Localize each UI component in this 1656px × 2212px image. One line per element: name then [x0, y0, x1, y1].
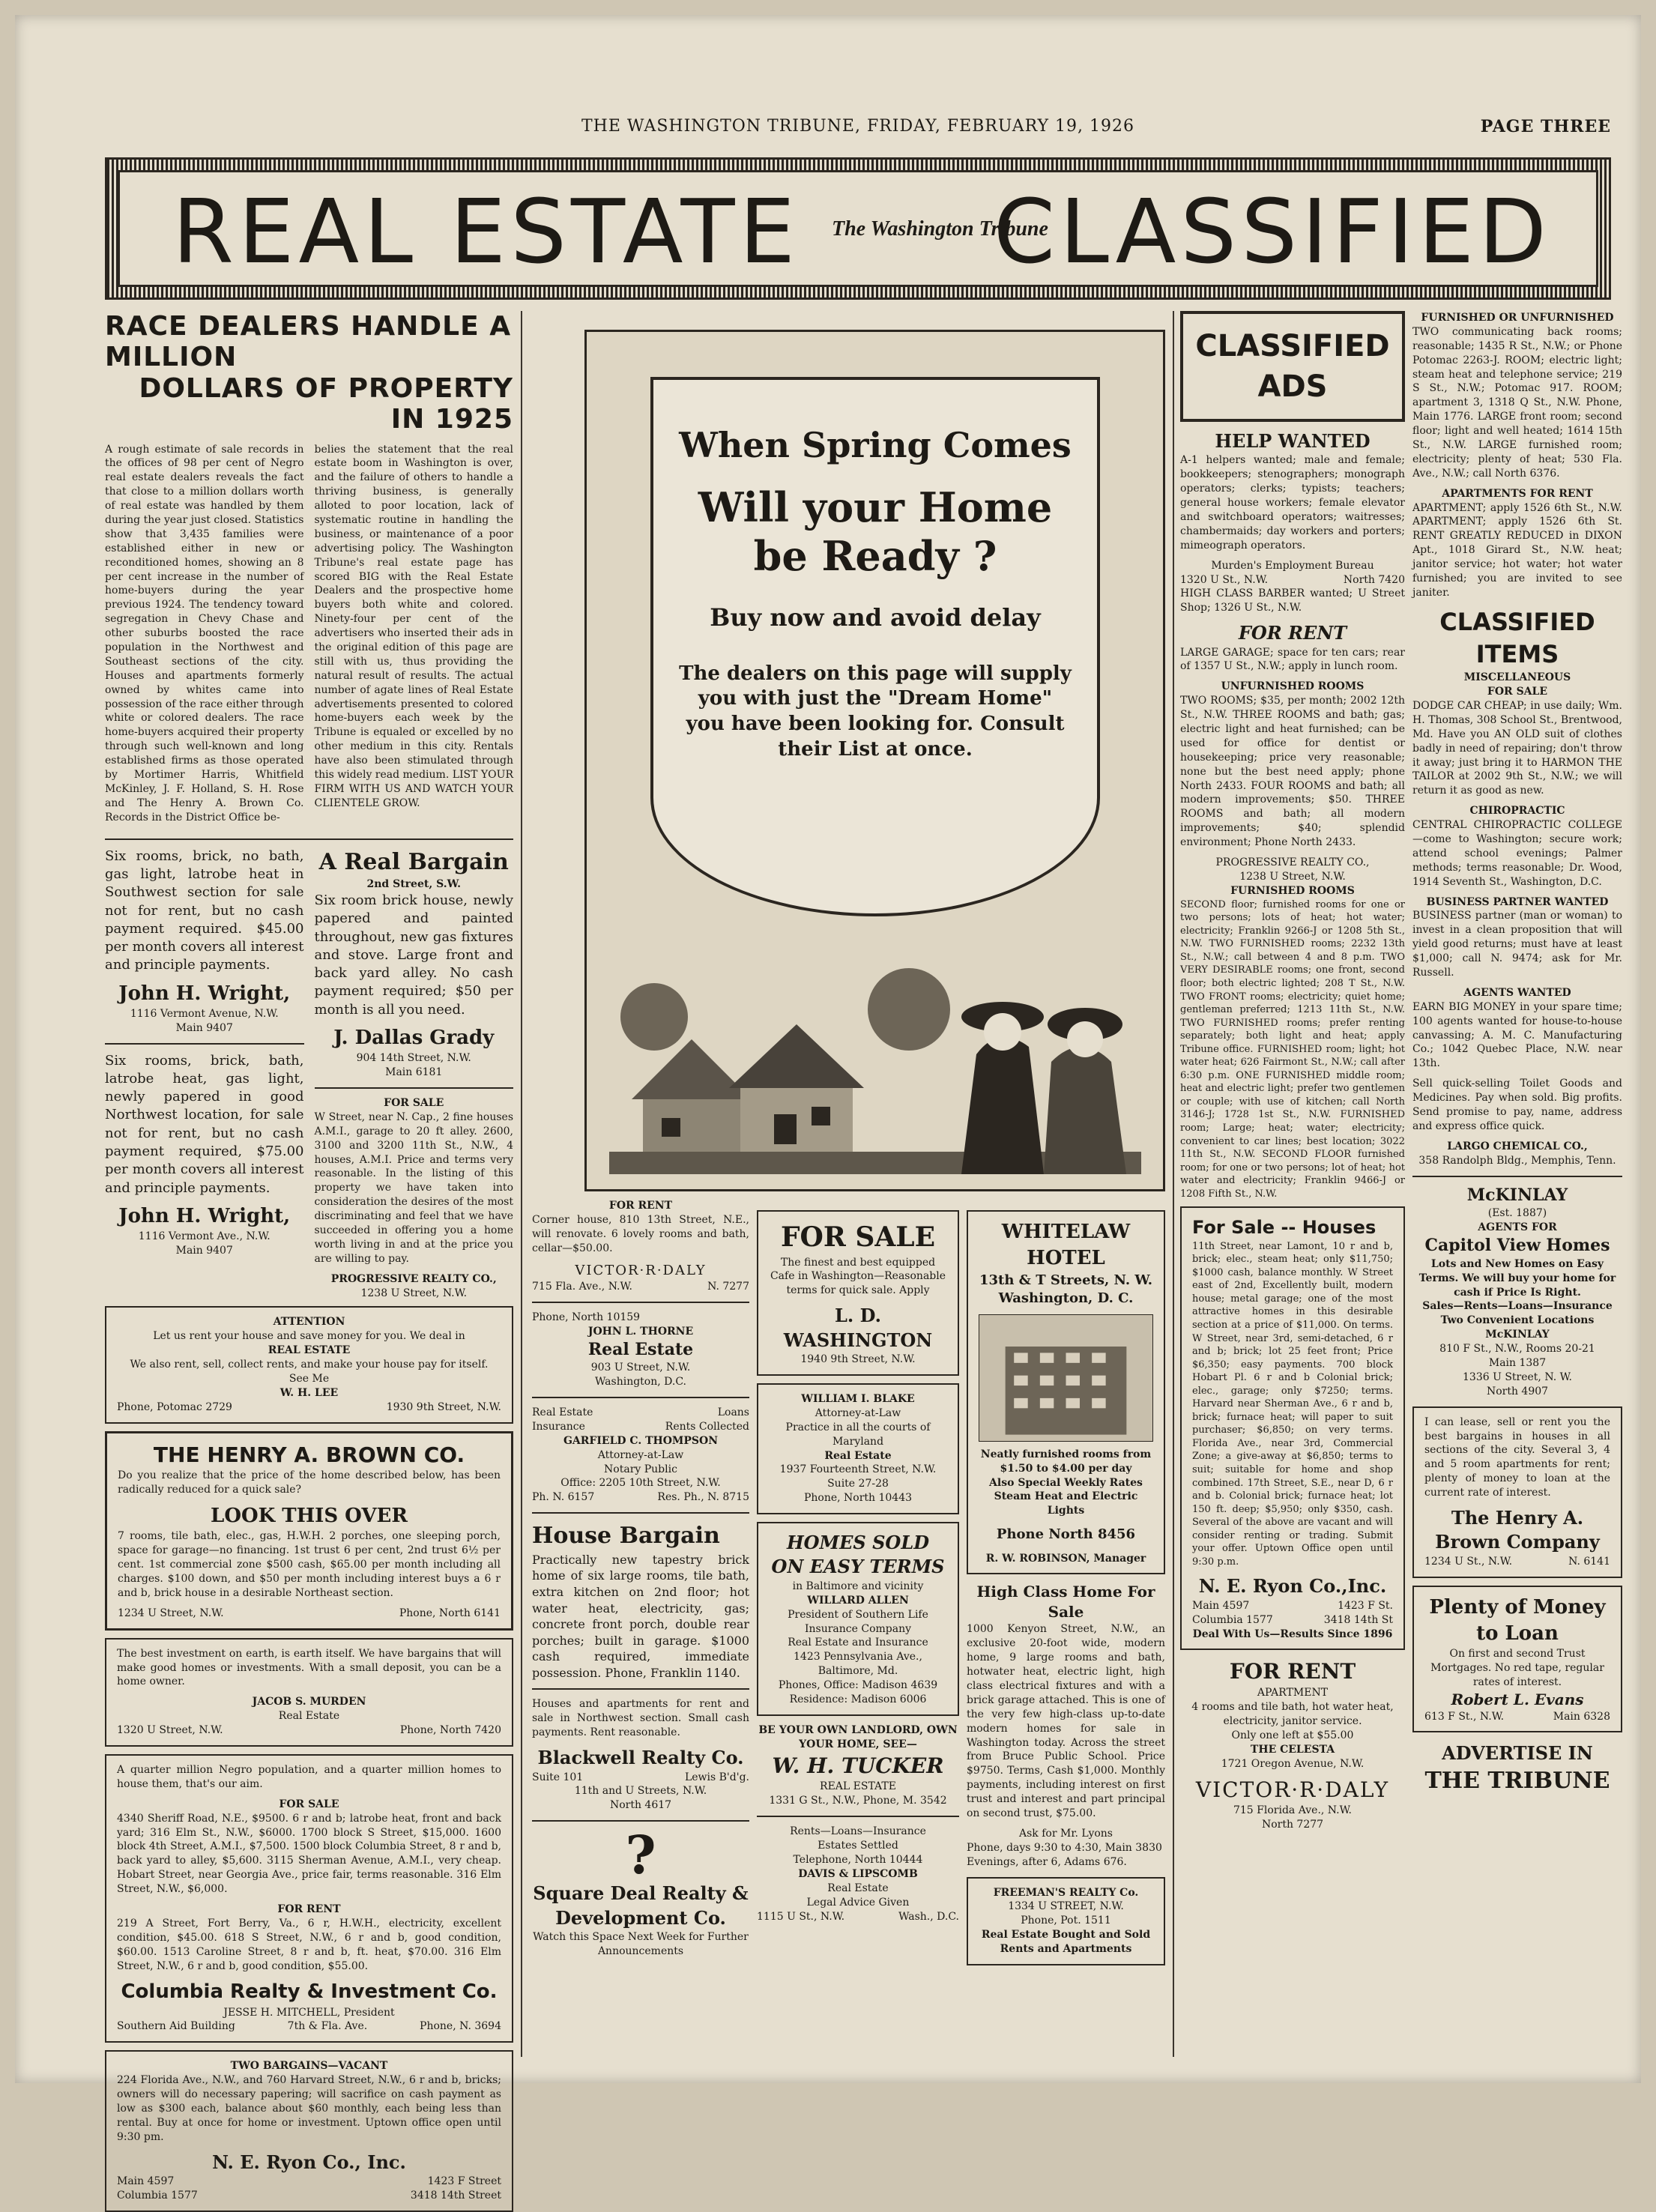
columbia-location: 7th & Fla. Ave. [287, 2020, 368, 2033]
furnished-heading: FURNISHED ROOMS [1230, 884, 1355, 897]
col6-classified [1180, 311, 1405, 1832]
wright-name-2: John H. Wright, [118, 1204, 291, 1227]
question-mark: ? [625, 1824, 656, 1887]
davis-re: Real Estate [827, 1882, 889, 1894]
columbia-ad [105, 1754, 513, 2043]
thorne-city: Washington, D.C. [595, 1376, 686, 1388]
mck-north: North 4907 [1486, 1385, 1549, 1397]
wright-address-2: 1116 Vermont Ave., N.W. [138, 1230, 271, 1243]
article-column-a: A rough estimate of sale records in the offices of 98 per cent of Negro real estate dealers reveals the fact that close to a million dollars worth of real estate was handled by them during the year just closed. Statistics show that 3,435 families were established either in new or reconditioned homes, showing an 8 per cent increase in the number of home-buyers during the year previous 1924. The tendency toward segregation in Chevy Chase and other suburbs boosted the race population in the Northwest and Southeast sections of the city. Houses and apartments formerly owned by whites came into possession of the race either through white or colored dealers. The race home-buyers acquired their property through such well-known and long established firms as those operated by Mortimer Harris, Whitfield McKinley, J. F. Holland, S. H. Rose and The Henry A. Brown Co. Records in the District Office be- [105, 443, 304, 824]
help-address: 1320 U St., N.W. [1180, 573, 1269, 586]
freeman-ad [967, 1877, 1165, 1965]
page-header [105, 112, 1611, 142]
money-title: Plenty of Money to Loan [1429, 1595, 1606, 1645]
freeman-name: FREEMAN'S REALTY Co. [993, 1886, 1139, 1899]
ryon-houses-ad [1180, 1206, 1405, 1650]
allen-city: Baltimore, Md. [818, 1665, 898, 1678]
section-banner [105, 157, 1611, 300]
blake-text: Practice in all the courts of Maryland [785, 1421, 931, 1448]
hc-text: 1000 Kenyon Street, N.W., an exclusive 20-foot wide, modern home, 9 large rooms and bath, hotwater heat, electric light, high class electrical fixtures and with a brick garage attached. This is one of the very few high-class up-to-date modern homes for sale in Washington today. Across the street from Bruce Public School. Price $9750. Terms, Cash $1,000. Monthly payments, including interest on first trust and interest and part principal on second trust, $75.00. [967, 1623, 1165, 1819]
washington-name: L. D. WASHINGTON [783, 1305, 933, 1351]
ads-row [105, 847, 513, 1301]
allen-office: Phones, Office: Madison 4639 [778, 1679, 938, 1692]
daly-address: 715 Fla. Ave., N.W. [532, 1280, 632, 1293]
help-bureau-name: Murden's Employment Bureau [1211, 559, 1374, 572]
hotel-building-image [979, 1314, 1153, 1442]
hotel-heat: Steam Heat and Electric Lights [994, 1490, 1138, 1517]
grady-phone: Main 6181 [385, 1066, 443, 1079]
forsale-heading: FOR SALE [384, 1096, 444, 1109]
banner-real-estate: REAL ESTATE [172, 180, 800, 283]
house-bargain-title: House Bargain [532, 1523, 720, 1550]
article-column-b: belies the statement that the real estate boom in Washington is over, and the failure of others to handle a thriving business, is generally alloted to poor location, lack of systematic routine in handling the business, or maintenance of a poor advertising policy. The Washington Tribune's real estate page has scored BIG with the Real Estate Dealers and the prospective home buyers both white and colored. Ninety-four per cent of the advertisers who inserted their ads in the original edition of this page are still with us, thus providing the natural result of results. The actual number of agate lines of Real Estate advertisements presented to colored home-buyers each week by the Tribune is equaled or excelled by no other medium in this city. Rentals have also been stimulated through this widely read medium. LIST YOUR FIRM WITH US AND WATCH YOUR CLIENTELE GROW. [314, 443, 513, 809]
apartments-text: APARTMENT; apply 1526 6th St., N.W. APARTMENT; apply 1526 6th St. RENT GREATLY REDUCED in DIXON Apt., 1018 Girard St., N.W. heat; janitor service; hot water; hot water furnished; you are invited to see janiter. [1412, 501, 1622, 599]
brown-title: THE HENRY A. BROWN CO. [153, 1442, 465, 1467]
celesta-price: Only one left at $55.00 [1231, 1729, 1354, 1741]
money-address: 613 F St., N.W. [1424, 1710, 1505, 1723]
allen-sub: in Baltimore and vicinity [792, 1580, 924, 1592]
classified-ads-title: CLASSIFIED ADS [1195, 329, 1390, 404]
lee-name: W. H. LEE [279, 1386, 339, 1399]
thompson-phone: Ph. N. 6157 [532, 1491, 595, 1504]
blake-address: 1937 Fourteenth Street, N.W. [779, 1463, 937, 1476]
thompson-attorney: Attorney-at-Law [597, 1448, 684, 1461]
columbia-forsale-head: FOR SALE [279, 1798, 339, 1810]
allen-re: Real Estate and Insurance [788, 1637, 928, 1649]
lee-address: 1930 9th Street, N.W. [386, 1400, 501, 1413]
help-phone: North 7420 [1343, 573, 1405, 586]
brown-phone: Phone, North 6141 [399, 1607, 501, 1619]
davis-line-1: Rents—Loans—Insurance [790, 1825, 926, 1838]
houses-text: 11th Street, near Lamont, 10 r and b, brick; elec., steam heat; only $11,750; $1000 cash, balance monthly. W Street east of 2nd, Excellently built, modern house; metal garage; one of the most attractive homes in this desirable section at a price of $11,000. On terms. W Street, near 3rd, semi-detached, 6 r and b; brick; lot 25 feet front; Price $6,350; easy payments. 700 block Hobart Pl. 6 r and b Colonial brick; elec., garage; only $7250; terms. Harvard near Sherman Ave., 6 r and b, brick; furnace heat; will paper to suit purchaser; $6,850; on very terms. Florida Ave., near 3rd, Commercial Zone; a give-away at $6,850; terms to suit; suitable for home and shop combined. 17th Street, S.E., near D, 6 r and b. Colonial brick; furnace heat; lot 150 ft. deep; $5,950; only $350, cash. Several of the above are vacant and will consider renting or trading. Submit your offer. Uptown Office open until 9:30 p.m. [1192, 1240, 1393, 1568]
thorne-sub: Real Estate [587, 1339, 694, 1359]
thorne-address: 903 U Street, N.W. [590, 1362, 691, 1374]
misc-forsale-text: DODGE CAR CHEAP; in use daily; Wm. H. Thomas, 308 School St., Brentwood, Md. Have you AN OLD suit of clothes badly in need of repairing; don't throw it away; just bring it to HARMON THE TAILOR at 2002 9th St., N.W.; we will return it as good as new. [1412, 699, 1622, 797]
brown-look: LOOK THIS OVER [211, 1505, 408, 1528]
davis-line-3: Telephone, North 10444 [793, 1854, 923, 1866]
mck-address-2: 1336 U Street, N. W. [1463, 1371, 1572, 1383]
blake-ad [757, 1383, 959, 1514]
lee-line-1: Let us rent your house and save money for you. We deal in [153, 1330, 465, 1343]
wright-phone-2: Main 9407 [175, 1244, 233, 1257]
bargain-title: A Real Bargain [318, 848, 509, 875]
lee-ad [105, 1306, 513, 1423]
houses-title: For Sale -- Houses [1192, 1217, 1377, 1239]
illustration-line-2: Will your Home be Ready ? [698, 483, 1053, 580]
hc-ask: Ask for Mr. Lyons [1019, 1827, 1113, 1840]
ryon-heading: TWO BARGAINS—VACANT [230, 2060, 388, 2073]
hotel-name: WHITELAW HOTEL [1001, 1221, 1131, 1270]
left-column [105, 311, 513, 2212]
lee-line-2: REAL ESTATE [268, 1344, 351, 1357]
money-text: On first and second Trust Mortgages. No red tape, regular rates of interest. [1430, 1647, 1604, 1688]
blackwell-name: Blackwell Realty Co. [537, 1747, 744, 1769]
ryon-text: 224 Florida Ave., N.W., and 760 Harvard Street, N.W., 6 r and b, bricks; owners will do necessary papering; will sacrifice on cash payment as low as $300 each, balance about $60 monthly, each being less than rental. Buy at once for home or investment. Uptown office open until 9:30 pm. [117, 2074, 501, 2143]
mck-text: Lots and New Homes on Easy Terms. We will buy your home for cash if Price Is Right. [1418, 1257, 1616, 1299]
davis-address: 1115 U St., N.W. [757, 1910, 845, 1923]
celesta-ad [1180, 1658, 1405, 1832]
brown-co-phone: N. 6141 [1568, 1555, 1610, 1568]
illustration-frame [650, 377, 1100, 916]
masthead-logo: The Washington Tribune [832, 217, 1048, 241]
columbia-phone: Phone, N. 3694 [420, 2020, 501, 2033]
daly-address-2: 715 Florida Ave., N.W. [1233, 1804, 1352, 1817]
brown-text: 7 rooms, tile bath, elec., gas, H.W.H. 2 porches, one sleeping porch, space for garage—no financing. 1st trust 6 per cent, 2nd trust 6½ per cent. 1st commercial zone $500 cash, $65.00 per month including all charges. $100 down, and $50 per month including interest buys a 6 r and b, brick house in a desirable Northeast section. [118, 1530, 501, 1599]
houses-deal: Deal With Us—Results Since 1896 [1192, 1628, 1393, 1640]
advertise-in: ADVERTISE IN [1442, 1742, 1593, 1765]
forrent-text: Corner house, 810 13th Street, N.E., will renovate. 6 lovely rooms and bath, cellar—$50.00. [532, 1213, 749, 1254]
progressive-address: 1238 U Street, N.W. [360, 1287, 468, 1299]
tucker-name: W. H. TUCKER [772, 1753, 944, 1778]
tucker-address: 1331 G St., N.W., Phone, M. 3542 [769, 1795, 947, 1807]
celesta-text: 4 rooms and tile bath, hot water heat, electricity, janitor service. [1191, 1701, 1394, 1727]
blackwell-phone: North 4617 [609, 1799, 672, 1812]
agents-text: EARN BIG MONEY in your spare time; 100 agents wanted for house-to-house canvassing; A. M. C. Manufacturing Co.; 1042 Quebec Place, N.W. near 13th. [1412, 1000, 1622, 1070]
column-rule [521, 311, 522, 2057]
lee-line-3: We also rent, sell, collect rents, and make your house pay for itself. [130, 1359, 489, 1371]
houses-14th: 3418 14th St [1323, 1613, 1393, 1626]
illustration-line-4: The dealers on this page will supply you with just the "Dream Home" you have been looking for. Consult their List at once. [679, 662, 1072, 761]
high-class-home-ad [967, 1582, 1165, 1869]
hotel-address: 13th & T Streets, N. W. [979, 1272, 1153, 1289]
largo-name: LARGO CHEMICAL CO., [1447, 1140, 1588, 1152]
evans-loan-ad [1412, 1586, 1622, 1733]
ryon-columbia: Columbia 1577 [117, 2189, 198, 2202]
brown-company-ad [1412, 1406, 1622, 1578]
hotel-text: Neatly furnished rooms from [980, 1448, 1152, 1460]
forrent-heading: FOR RENT [608, 1200, 673, 1212]
classified-ads-header [1180, 311, 1405, 422]
chiro-text: CENTRAL CHIROPRACTIC COLLEGE—come to Washington; secure work; attend school evenings; Palmer methods; terms reasonable; Dr. Wood, 1914 Seventh St., Washington, D.C. [1412, 819, 1622, 888]
freeman-phone: Phone, Pot. 1511 [1021, 1915, 1111, 1927]
apartments-heading: APARTMENTS FOR RENT [1442, 487, 1593, 500]
for-rent-heading: FOR RENT [1238, 622, 1347, 644]
wright-address-1: 1116 Vermont Avenue, N.W. [130, 1007, 279, 1020]
bargain-text: Six room brick house, newly papered and painted throughout, new gas fixtures and stove. Large front and back yard alley. No cash payment required; $50 per month is all you need. [314, 892, 513, 1018]
help-wanted-text: A-1 helpers wanted; male and female; bookkeepers; stenographers; monograph operators; clerks; typists; teachers; general house workers; female elevator and switchboard operators; waitresses; chambermaids; day workers and porters; mimeograph operators. [1180, 454, 1405, 552]
daly-phone: N. 7277 [707, 1280, 749, 1293]
columbia-president: JESSE H. MITCHELL, President [223, 2006, 395, 2019]
col3-ads [532, 1199, 749, 1959]
barber-ad: HIGH CLASS BARBER wanted; U Street Shop; 1326 U St., N.W. [1180, 587, 1405, 614]
ryon-14th-street: 3418 14th Street [410, 2189, 501, 2202]
col4-ads [757, 1210, 959, 1924]
mck-name-2: McKINLAY [1485, 1329, 1550, 1341]
ryon-bargains-ad [105, 2050, 513, 2212]
partner-text: BUSINESS partner (man or woman) to invest in a clean proposition that will yield good returns; must have at least $1,000; call N. 9474; ask for Mr. Russell. [1412, 910, 1622, 979]
daly-logo: VICTOR·R·DALY [575, 1262, 707, 1278]
blackwell-location: 11th and U Streets, N.W. [574, 1785, 707, 1798]
lee-line-4: See Me [288, 1372, 330, 1385]
unfurnished-firm: PROGRESSIVE REALTY CO., [1215, 856, 1370, 869]
progressive-name: PROGRESSIVE REALTY CO., [330, 1272, 497, 1285]
unfurnished-address: 1238 U Street, N.W. [1239, 870, 1346, 883]
money-name: Robert L. Evans [1451, 1690, 1584, 1708]
largo-text: Sell quick-selling Toilet Goods and Medicines. Pay when sold. Big profits. Send promise to pay, name, address and express office quick. [1412, 1078, 1622, 1132]
allen-title: HOMES SOLD ON EASY TERMS [771, 1532, 945, 1578]
thompson-office: Office: 2205 10th Street, N.W. [560, 1477, 721, 1490]
house-bargain-text: Practically new tapestry brick home of six large rooms, tile bath, extra kitchen on 2nd floor; hot water heat, electricity, gas; concrete front porch, double rear porches; built in garage. $1000 cash required, immediate possession. Phone, Franklin 1140. [532, 1552, 749, 1680]
the-tribune: THE TRIBUNE [1424, 1767, 1610, 1794]
forsale-text: W Street, near N. Cap., 2 fine houses A.M.I., garage to 20 ft alley. 2600, 3100 and 3200 11th St., N.W., 4 houses, A.M.I. Price and terms very reasonable. In the listing of this property we have taken into consideration the desires of the most discriminating and feel that we have succeeded in offering you a home worth living in and at the price you are willing to pay. [314, 1110, 513, 1265]
celesta-name: THE CELESTA [1250, 1743, 1335, 1756]
murden-ad [105, 1638, 513, 1747]
ryon-name: N. E. Ryon Co., Inc. [212, 2151, 406, 2173]
davis-city: Wash., D.C. [898, 1910, 959, 1923]
davis-name: DAVIS & LIPSCOMB [798, 1867, 918, 1880]
houses-f: 1423 F St. [1338, 1599, 1393, 1612]
brown-address: 1234 U Street, N.W. [118, 1607, 224, 1619]
murden-sub: Real Estate [278, 1710, 340, 1723]
furnished-text: SECOND floor; furnished rooms for one or two persons; lots of heat; hot water; electricity; Franklin 9266-J or 1208 5th St., N.W. TWO FURNISHED rooms; 2232 13th St., N.W.; call between 4 and 8 p.m. TWO VERY DESIRABLE rooms; one front, second floor; both electric lighted; 208 T St., N.W. TWO FRONT rooms; electricity; quiet home; gentleman preferred; 1213 11th St., N.W. TWO FURNISHED rooms; prefer renting separately; both light and heat; apply Tribune office. FURNISHED room; light; hot water heat; 626 Fairmont St., N.W.; call after 6:30 p.m. ONE FURNISHED middle room; heat and electric light; prefer two gentlemen or couple; with use of kitchen; call North 3146-J; 1728 1st St., N.W. FURNISHED room; Large; heat; water; electricity; convenient to car lines; best location; 3022 11th St., N.W. SECOND FLOOR furnished room; for one or two persons; lot of heat; hot water and electricity; Franklin 9466-J or 1208 Fifth St., N.W. [1180, 898, 1405, 1200]
mck-name: McKINLAY [1466, 1185, 1568, 1205]
celesta-heading: FOR RENT [1229, 1659, 1356, 1684]
houses-columbia: Columbia 1577 [1192, 1613, 1273, 1626]
squaredeal-name: Square Deal Realty & Development Co. [533, 1882, 749, 1929]
article-body [105, 443, 513, 831]
unfurnished-text: TWO ROOMS; $35, per month; 2002 12th St., N.W. THREE ROOMS and bath; gas; electric light and heat furnished; can be used for office for dentist or housekeeping; price very reasonable; none but the best need apply; phone North 2433. FOUR ROOMS and bath; all modern improvements; $50. THREE ROOMS and bath; all modern improvements; $40; splendid environment; Phone North 2433. [1180, 695, 1405, 849]
blackwell-suite: Suite 101 [532, 1771, 584, 1783]
freeman-address: 1334 U STREET, N.W. [1008, 1900, 1124, 1913]
hotel-price: $1.50 to $4.00 per day [1000, 1462, 1132, 1475]
mck-two-locations: Two Convenient Locations [1440, 1314, 1595, 1327]
davis-ad [757, 1825, 959, 1924]
allen-name: WILLARD ALLEN [807, 1594, 909, 1607]
davis-legal: Legal Advice Given [806, 1896, 910, 1909]
garage-ad: LARGE GARAGE; space for ten cars; rear of 1357 U St., N.W.; apply in lunch room. [1180, 646, 1405, 673]
house-couple-illustration [609, 927, 1141, 1174]
murden-phone: Phone, North 7420 [399, 1724, 501, 1737]
chiro-heading: CHIROPRACTIC [1469, 805, 1565, 818]
hotel-city: Washington, D. C. [998, 1290, 1134, 1307]
henry-brown-ad [105, 1431, 513, 1631]
columbia-building: Southern Aid Building [117, 2020, 235, 2033]
newspaper-dateline: THE WASHINGTON TRIBUNE, FRIDAY, FEBRUARY 19, 1926 [581, 117, 1134, 136]
brown-co-name: The Henry A. Brown Company [1435, 1506, 1600, 1553]
furn-unfurn-heading: FURNISHED OR UNFURNISHED [1421, 312, 1614, 324]
illustration-line-1: When Spring Comes [679, 425, 1072, 465]
mck-est: (Est. 1887) [1487, 1207, 1547, 1220]
furn-unfurn-text: TWO communicating back rooms; reasonable; 1435 R St., N.W.; or Phone Potomac 2263-J. ROOM; electric light; steam heat and telephone service; 219 S St., N.W.; Potomac 917. ROOM; apartment 3, 1318 Q St., N.W. Phone, Main 1776. LARGE front room; second floor; light and well heated; 1614 15th St., N.W. LARGE furnished room; electricity; plenty of heat; 530 Fla. Ave., N.W.; call North 6376. [1412, 325, 1622, 480]
columbia-name: Columbia Realty & Investment Co. [121, 1980, 498, 2004]
wright-name-1: John H. Wright, [118, 982, 291, 1005]
columbia-forrent-head: FOR RENT [277, 1903, 341, 1916]
lee-heading: ATTENTION [273, 1316, 345, 1329]
allen-address: 1423 Pennsylvania Ave., [794, 1651, 922, 1663]
mck-agents: AGENTS FOR [1478, 1221, 1557, 1234]
celesta-sub: APARTMENT [1257, 1687, 1329, 1699]
tucker-sub: REAL ESTATE [820, 1780, 896, 1793]
lee-phone: Phone, Potomac 2729 [117, 1400, 232, 1413]
col5-ads [967, 1210, 1165, 1965]
mck-main: Main 1387 [1488, 1356, 1547, 1369]
help-wanted-heading: HELP WANTED [1215, 430, 1371, 452]
thompson-res: Res. Ph., N. 8715 [657, 1491, 749, 1504]
houses-firm: N. E. Ryon Co.,Inc. [1198, 1575, 1387, 1598]
classified-items-title: CLASSIFIED ITEMS [1439, 607, 1595, 668]
murden-address: 1320 U Street, N.W. [117, 1724, 223, 1737]
thorne-phone: Phone, North 10159 [532, 1311, 641, 1323]
columbia-rent-list: 219 A Street, Fort Berry, Va., 6 r, H.W.H., electricity, excellent condition, $45.00. 618 S Street, N.W., 6 r and b, good condition, $60.00. 1513 Caroline Street, 8 r and b, ft. heat, $70.00. 316 Elm Street, N.W., 6 r and b, good condition, $55.00. [117, 1917, 501, 1972]
davis-line-2: Estates Settled [818, 1840, 898, 1852]
allen-res: Residence: Madison 6006 [789, 1693, 927, 1705]
cafe-forsale-ad [757, 1210, 959, 1376]
cafe-text: The finest and best equipped Cafe in Washington—Reasonable terms for quick sale. Apply [770, 1256, 946, 1297]
murden-text: The best investment on earth, is earth itself. We have bargains that will make good homes or investments. With a small deposit, you can be a home owner. [117, 1647, 501, 1688]
mck-title: Capitol View Homes [1424, 1236, 1610, 1256]
grady-ads [315, 847, 514, 1301]
daly-phone-2: North 7277 [1261, 1819, 1324, 1831]
wright-phone-1: Main 9407 [175, 1021, 233, 1034]
blake-attorney: Attorney-at-Law [815, 1406, 901, 1419]
allen-ad [757, 1522, 959, 1716]
unfurnished-heading: UNFURNISHED ROOMS [1221, 680, 1365, 693]
mckinlay-ad [1412, 1185, 1622, 1399]
misc-forsale-heading: FOR SALE [1487, 686, 1548, 698]
brown-co-address: 1234 U St., N.W. [1424, 1555, 1513, 1568]
largo-address: 358 Randolph Bldg., Memphis, Tenn. [1418, 1154, 1616, 1167]
ryon-f-street: 1423 F Street [427, 2175, 501, 2188]
thorne-name: JOHN L. THORNE [587, 1325, 694, 1338]
blake-phone: Phone, North 10443 [803, 1492, 913, 1505]
thompson-l1: Real Estate [532, 1406, 593, 1418]
illustration-line-3: Buy now and avoid delay [710, 602, 1041, 632]
banner-classified: CLASSIFIED [993, 180, 1551, 283]
hotel-weekly: Also Special Weekly Rates [989, 1476, 1143, 1489]
washington-address: 1940 9th Street, N.W. [800, 1353, 916, 1366]
bargain-location: 2nd Street, S.W. [366, 878, 461, 891]
cafe-title: FOR SALE [780, 1221, 936, 1253]
freeman-text: Real Estate Bought and Sold Rents and Apartments [981, 1929, 1151, 1956]
hotel-phone: Phone North 8456 [996, 1526, 1136, 1543]
houses-main: Main 4597 [1192, 1599, 1250, 1612]
agents-heading: AGENTS WANTED [1463, 986, 1571, 999]
hc-phone: Phone, days 9:30 to 4:30, Main 3830 Evenings, after 6, Adams 676. [967, 1841, 1162, 1868]
allen-text: President of Southern Life Insurance Company [788, 1608, 928, 1635]
blake-re: Real Estate [824, 1449, 892, 1462]
newspaper-page [15, 15, 1641, 2202]
daly-logo-2: VICTOR·R·DALY [1195, 1777, 1390, 1802]
thompson-notary: Notary Public [604, 1463, 677, 1475]
thompson-r1: Loans [717, 1406, 749, 1418]
mck-sales: Sales—Rents—Loans—Insurance [1422, 1300, 1613, 1313]
brown-co-text: I can lease, sell or rent you the best bargains in houses in all sections of the city. Several 3, 4 and 5 room apartments for rent; plenty of money to loan at the current rate of interest. [1424, 1415, 1610, 1499]
wright-ads [105, 847, 304, 1301]
thompson-r2: Rents Collected [665, 1420, 749, 1433]
blackwell-building: Lewis B'd'g. [684, 1771, 749, 1783]
grady-address: 904 14th Street, N.W. [356, 1052, 471, 1065]
page-number: PAGE THREE [1480, 117, 1611, 136]
brown-intro: Do you realize that the price of the home described below, has been radically reduced for a quick sale? [118, 1469, 501, 1496]
blake-suite: Suite 27-28 [827, 1478, 889, 1490]
col7-classified [1412, 311, 1622, 1796]
blake-name: WILLIAM I. BLAKE [801, 1392, 915, 1405]
blackwell-text: Houses and apartments for rent and sale in Northwest section. Small cash payments. Rent reasonable. [532, 1698, 749, 1739]
murden-name: JACOB S. MURDEN [252, 1696, 366, 1708]
thompson-name: GARFIELD C. THOMPSON [563, 1434, 719, 1447]
columbia-sale-list: 4340 Sheriff Road, N.E., $9500. 6 r and b; latrobe heat, front and back yard; 316 Elm St., N.W., $6000. 1700 block S Street, $15,000. 1600 block 4th Street, A.M.I., $7,500. 1500 block Columbia Street, 8 r and b, back yard to alley, $5,600. 3115 Sherman Avenue, A.M.I., very cheap. Hobart Street, near Georgia Ave., price fair, terms reasonable. 316 Elm Street, N.W., $6,000. [117, 1812, 501, 1896]
hotel-manager: R. W. ROBINSON, Manager [985, 1552, 1146, 1565]
headline-line-1: RACE DEALERS HANDLE A MILLION [105, 311, 512, 373]
spring-illustration-ad [584, 330, 1165, 1191]
wright-ad-1-text: Six rooms, brick, no bath, gas light, latrobe heat in Southwest section for sale not for rent, but no cash payment required. $45.00 per month covers all interest and principle payments. [105, 847, 304, 973]
whitelaw-hotel-ad [967, 1210, 1165, 1574]
column-rule [1173, 311, 1174, 2057]
thompson-l2: Insurance [532, 1420, 585, 1433]
money-phone: Main 6328 [1553, 1710, 1610, 1723]
wright-ad-2-text: Six rooms, brick, bath, latrobe heat, gas light, newly papered in good Northwest location, for sale not for rent, but no cash payment required, $75.00 per month covers all interest and principle payments. [105, 1052, 304, 1196]
misc-heading: MISCELLANEOUS [1463, 671, 1571, 684]
grady-name: J. Dallas Grady [333, 1027, 495, 1050]
columbia-intro: A quarter million Negro population, and a quarter million homes to house them, that's our aim. [117, 1764, 501, 1790]
tucker-ad [757, 1723, 959, 1808]
partner-heading: BUSINESS PARTNER WANTED [1426, 895, 1609, 908]
celesta-address: 1721 Oregon Avenue, N.W. [1221, 1757, 1365, 1770]
mck-address-1: 810 F St., N.W., Rooms 20-21 [1439, 1343, 1595, 1356]
hc-title: High Class Home For Sale [976, 1583, 1155, 1622]
ryon-main: Main 4597 [117, 2175, 175, 2188]
tucker-slogan: BE YOUR OWN LANDLORD, OWN YOUR HOME, SEE— [758, 1723, 958, 1750]
squaredeal-text: Watch this Space Next Week for Further Announcements [533, 1931, 749, 1957]
headline-line-2: DOLLARS OF PROPERTY IN 1925 [139, 372, 513, 435]
